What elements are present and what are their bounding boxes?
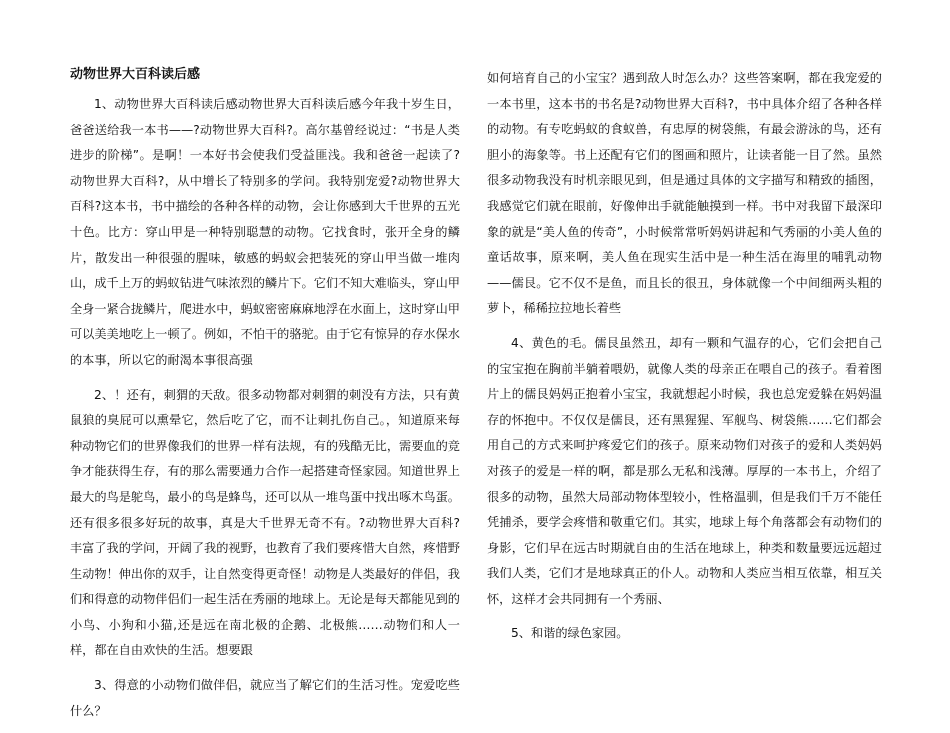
paragraph-3-continued: 如何培育自己的小宝宝？遇到敌人时怎么办？这些答案啊，都在我宠爱的一本书里，这本书的书名是?动物世界大百科?，书中具体介绍了各种各样的动物。有专吃蚂蚁的食蚁兽，有忠厚的树袋熊，有最会游泳的鸟，还有胆小的海象等。书上还配有它们的图画和照片，让读者能一目了然。虽然很多动物我没有时机亲眼见到，但是通过具体的文字描写和精致的插图，我感觉它们就在眼前，好像伸出手就能触摸到一样。书中对我留下最深印象的就是“美人鱼的传奇”，小时候常常听妈妈讲起和气秀丽的小美人鱼的童话故事，原来啊，美人鱼在现实生活中是一种生活在海里的哺乳动物——儒艮。它不仅不是鱼，而且长的很丑，身体就像一个中间细两头粗的萝卜，稀稀拉拉地长着些	[487, 71, 882, 316]
paragraph-3: 3、得意的小动物们做伴侣，就应当了解它们的生活习性。宠爱吃些什么？	[70, 678, 460, 718]
right-column	[487, 66, 882, 656]
paragraph-5: 5、和谐的绿色家园。	[511, 626, 629, 641]
left-column	[70, 66, 460, 733]
document-title: 动物世界大百科读后感	[70, 67, 201, 82]
paragraph-2: 2、！还有，刺猬的天敌。很多动物都对刺猬的刺没有方法，只有黄鼠狼的臭屁可以熏晕它，然后吃了它，而不让刺扎伤自己。，知道原来每种动物它们的世界像我们的世界一样有法规，有的残酷无比，需要血的竞争才能获得生存，有的那么需要通力合作一起搭建奇怪家园。知道世界上最大的鸟是鸵鸟，最小的鸟是蜂鸟，还可以从一堆鸟蛋中找出啄木鸟蛋。还有很多很多好玩的故事，真是大千世界无奇不有。?动物世界大百科?丰富了我的学问，开阔了我的视野，也教育了我们要疼惜大自然，疼惜野生动物！伸出你的双手，让自然变得更奇怪！动物是人类最好的伴侣，我们和得意的动物伴侣们一起生活在秀丽的地球上。无论是每天都能见到的小鸟、小狗和小猫,还是远在南北极的企鹅、北极熊……动物们和人一样，都在自由欢快的生活。想要跟	[70, 387, 460, 658]
paragraph-4: 4、黄色的毛。儒艮虽然丑，却有一颗和气温存的心，它们会把自己的宝宝抱在胸前半躺着喂奶，就像人类的母亲正在喂自己的孩子。看着图片上的儒艮妈妈正抱着小宝宝，我就想起小时候，我也总宠爱躲在妈妈温存的怀抱中。不仅仅是儒艮，还有黑猩猩、军舰鸟、树袋熊……它们都会用自己的方式来呵护疼爱它们的孩子。原来动物们对孩子的爱和人类妈妈对孩子的爱是一样的啊，都是那么无私和浅薄。厚厚的一本书上，介绍了很多的动物，虽然大局部动物体型较小，性格温驯，但是我们千万不能任凭捕杀，要学会疼惜和敬重它们。其实，地球上每个角落都会有动物们的身影，它们早在远古时期就自由的生活在地球上，种类和数量要远远超过我们人类，它们才是地球真正的仆人。动物和人类应当相互依靠，相互关怀，这样才会共同拥有一个秀丽、	[487, 335, 882, 606]
paragraph-1: 1、动物世界大百科读后感动物世界大百科读后感今年我十岁生日，爸爸送给我一本书——?动物世界大百科?。高尔基曾经说过：“书是人类进步的阶梯”。是啊！一本好书会使我们受益匪浅。我和爸爸一起读了?动物世界大百科?，从中增长了特别多的学问。我特别宠爱?动物世界大百科?这本书，书中描绘的各种各样的动物，会让你感到大千世界的五光十色。比方：穿山甲是一种特别聪慧的动物。它找食时，张开全身的鳞片，散发出一种很强的腥味，敏感的蚂蚁会把装死的穿山甲当做一堆肉山，成千上万的蚂蚁钻进气味浓烈的鳞片下。它们不知大难临头，穿山甲全身一紧合拢鳞片，爬进水中，蚂蚁密密麻麻地浮在水面上，这时穿山甲可以美美地吃上一顿了。例如，不怕干的骆驼。由于它有惊异的存水保水的本事，所以它的耐渴本事很高强	[70, 97, 460, 367]
